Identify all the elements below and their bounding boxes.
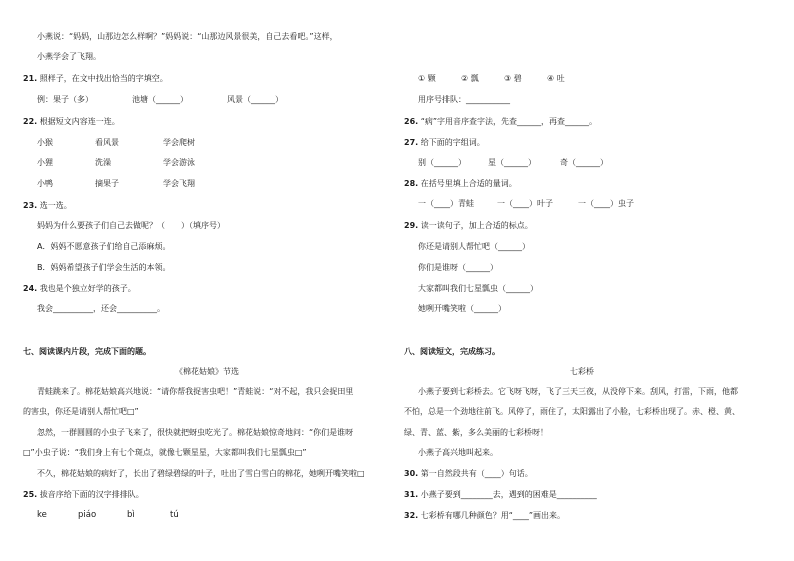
q25-option: ③ 碧 xyxy=(504,74,522,83)
q21-blank-a[interactable]: 池塘（______） xyxy=(132,95,188,104)
question-30[interactable] xyxy=(404,468,533,479)
q25-order-blank[interactable]: 用序号排队：___________ xyxy=(418,95,510,104)
q23-question[interactable]: 妈妈为什么要孩子们自己去做呢？（ ）（填序号） xyxy=(37,221,225,230)
pinyin-item: bì xyxy=(127,510,135,520)
question-31[interactable] xyxy=(404,489,597,500)
question-text: 第一自然段共有（____）句话。 xyxy=(420,469,533,478)
q28-item[interactable]: 一（____）虫子 xyxy=(578,199,634,208)
pinyin-item: tú xyxy=(170,510,179,520)
q22-animal: 小鸭 xyxy=(37,179,53,188)
question-number: 24. xyxy=(23,284,38,293)
question-28 xyxy=(404,178,517,189)
passage-line: 不久，棉花姑娘的病好了，长出了碧绿碧绿的叶子，吐出了雪白雪白的棉花，她咧开嘴笑啦□ xyxy=(37,469,365,478)
q23-option-a[interactable]: A．妈妈不愿意孩子们给自己添麻烦。 xyxy=(37,242,171,251)
q25-option: ② 瓢 xyxy=(461,74,479,83)
question-number: 25. xyxy=(23,490,38,499)
q28-item[interactable]: 一（____）青蛙 xyxy=(418,199,474,208)
pinyin-item: piáo xyxy=(78,510,97,520)
q22-animal: 小狸 xyxy=(37,158,53,167)
question-text: 我也是个独立好学的孩子。 xyxy=(39,284,136,293)
question-32[interactable] xyxy=(404,510,565,521)
q21-blank-b[interactable]: 风景（______） xyxy=(227,95,283,104)
pinyin-item: ke xyxy=(37,510,47,520)
question-22 xyxy=(23,116,120,127)
question-29 xyxy=(404,220,533,231)
question-number: 27. xyxy=(404,138,419,147)
question-text: 选一选。 xyxy=(39,201,72,210)
q28-item[interactable]: 一（____）叶子 xyxy=(497,199,553,208)
question-text: 在括号里填上合适的量词。 xyxy=(420,179,517,188)
question-text: 小燕子要到________去，遇到的困难是__________ xyxy=(420,490,597,499)
passage-line: 绿、青、蓝、紫，多么美丽的七彩桥呀！ xyxy=(404,428,548,437)
passage-line: 小燕子高兴地叫起来。 xyxy=(418,448,498,457)
q22-skill: 学会游泳 xyxy=(163,158,195,167)
question-text: 七彩桥有哪几种颜色？用“____”画出来。 xyxy=(420,511,566,520)
q29-item[interactable]: 她咧开嘴笑啦（______） xyxy=(418,304,506,313)
q24-fill[interactable]: 我会__________，还会__________。 xyxy=(37,304,165,313)
q22-skill: 学会爬树 xyxy=(163,138,195,147)
q29-item[interactable]: 你还是请别人帮忙吧（______） xyxy=(418,242,530,251)
question-27 xyxy=(404,137,485,148)
q23-option-b[interactable]: B．妈妈希望孩子们学会生活的本领。 xyxy=(37,263,171,272)
question-24 xyxy=(23,283,136,294)
question-number: 26. xyxy=(404,117,419,126)
q27-item[interactable]: 星（______） xyxy=(488,158,536,167)
question-number: 22. xyxy=(23,117,38,126)
question-number: 31. xyxy=(404,490,419,499)
section-7-title: 七、阅读课内片段，完成下面的题。 xyxy=(23,347,151,356)
question-number: 32. xyxy=(404,511,419,520)
passage-title: 七彩桥 xyxy=(570,367,594,376)
q22-activity: 看风景 xyxy=(95,138,119,147)
question-23 xyxy=(23,200,72,211)
question-number: 23. xyxy=(23,201,38,210)
passage-title: 《棉花姑娘》节选 xyxy=(175,367,239,376)
passage-line: 忽然，一群圆圆的小虫子飞来了，很快就把蚜虫吃光了。棉花姑娘惊奇地问：“你们是谁呀 xyxy=(37,428,354,437)
question-number: 30. xyxy=(404,469,419,478)
q27-item[interactable]: 奇（______） xyxy=(560,158,608,167)
q22-animal: 小猴 xyxy=(37,138,53,147)
question-text: 读一读句子，加上合适的标点。 xyxy=(420,221,533,230)
passage-line: □”小虫子说：“我们身上有七个斑点，就像七颗星星，大家都叫我们七星瓢虫□” xyxy=(23,448,307,457)
question-text: “病”字用音序查字法，先查______，再查______。 xyxy=(420,117,598,126)
section-8-title: 八、阅读短文，完成练习。 xyxy=(404,347,500,356)
passage-line: 小燕学会了飞翔。 xyxy=(37,52,101,61)
question-text: 照样子，在文中找出恰当的字填空。 xyxy=(39,74,168,83)
q22-activity: 摘果子 xyxy=(95,179,119,188)
passage-line: 小燕子要到七彩桥去。它飞呀飞呀，飞了三天三夜，从没停下来。刮风，打雷，下雨，他都 xyxy=(418,387,738,396)
question-21 xyxy=(23,73,168,84)
question-number: 29. xyxy=(404,221,419,230)
q27-item[interactable]: 别（______） xyxy=(418,158,466,167)
passage-line: 的害虫，你还是请别人帮忙吧□” xyxy=(23,407,139,416)
q21-example: 例：果子（多） xyxy=(37,95,93,104)
question-25 xyxy=(23,489,144,500)
question-text: 给下面的字组词。 xyxy=(420,138,485,147)
question-number: 21. xyxy=(23,74,38,83)
q29-item[interactable]: 你们是谁呀（______） xyxy=(418,263,498,272)
question-text: 拔音序给下面的汉字排排队。 xyxy=(39,490,144,499)
passage-line: 不怕，总是一个劲地往前飞。风停了，雨住了，太阳露出了小脸，七彩桥出现了。赤、橙、黄、 xyxy=(404,407,740,416)
q25-option: ④ 吐 xyxy=(547,74,565,83)
q22-activity: 洗澡 xyxy=(95,158,111,167)
question-number: 28. xyxy=(404,179,419,188)
passage-line: 小燕说：“妈妈，山那边怎么样啊？”妈妈说：“山那边风景很美，自己去看吧。”这样， xyxy=(37,32,338,41)
q25-option: ① 颗 xyxy=(418,74,436,83)
q29-item[interactable]: 大家都叫我们七星瓢虫（______） xyxy=(418,284,538,293)
question-26[interactable] xyxy=(404,116,597,127)
passage-line: 青蛙跳来了。棉花姑娘高兴地说：“请你帮我捉害虫吧！”青蛙说：“对不起，我只会捉田里 xyxy=(37,387,354,396)
question-text: 根据短文内容连一连。 xyxy=(39,117,120,126)
q22-skill: 学会飞翔 xyxy=(163,179,195,188)
